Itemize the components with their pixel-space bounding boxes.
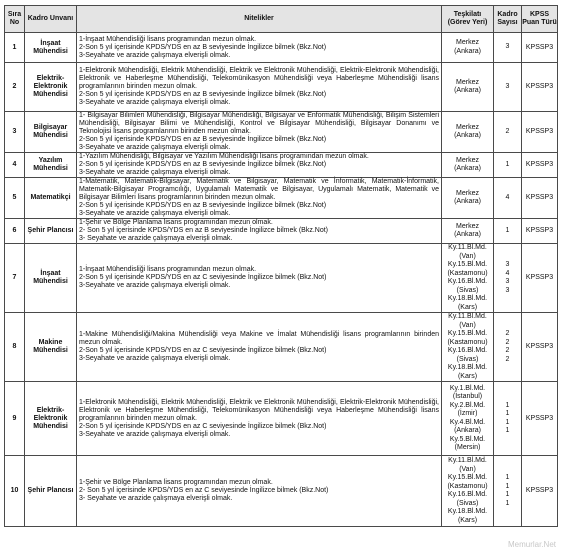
row-number: 8: [5, 313, 25, 382]
position-title: Elektrik-Elektronik Mühendisi: [25, 382, 77, 456]
count-value: 3: [505, 278, 510, 285]
count-cell: [494, 33, 522, 63]
table-row: [5, 382, 558, 456]
location-line: Ky.18.Bl.Md.: [447, 508, 488, 515]
qualification-line: 2- Son 5 yıl içerisinde KPDS/YDS en az B seviyesinde İngilizce bilmek (Bkz.Not): [79, 227, 328, 234]
location-line: Ky.15.Bl.Md.: [447, 330, 488, 337]
count-value: 1: [505, 160, 510, 168]
location-line: Merkez: [456, 189, 479, 197]
location-line: Ky.2.Bl.Md.: [449, 401, 486, 409]
qualification-line: 2-Son 5 yıl içerisinde KPDS/YDS en az B seviyesinde İngilizce bilmek (Bkz.Not): [79, 136, 327, 143]
table-row: [5, 244, 558, 313]
row-number: 6: [5, 219, 25, 244]
qualification-line: 3-Seyahate ve arazide çalışmaya elverişli olmak.: [79, 169, 231, 176]
location-line: Merkez: [456, 222, 479, 230]
table-row: [5, 33, 558, 63]
qualifications-cell: [77, 244, 442, 313]
count-cell: [494, 313, 522, 382]
kpss-type: KPSSP3: [522, 456, 558, 527]
count-cell: [494, 153, 522, 178]
count-cell: [494, 382, 522, 456]
location-cell: [442, 219, 494, 244]
qualification-line: 3- Seyahate ve arazide çalışmaya elverişli olmak.: [79, 495, 233, 502]
qualification-line: 2-Son 5 yıl içerisinde KPDS/YDS en az B seviyesinde İngilizce bilmek (Bkz.Not): [79, 91, 327, 98]
position-title: Matematikçi: [25, 178, 77, 219]
location-line: (Sivas): [456, 355, 479, 363]
qualification-line: 1-Matematik, Matematik-Bilgisayar, Matematik ve Bilgisayar, Matematik ve İnformatik, Matematik-İnformatik, Matematik-Bilgisayar Programcılığı, Uygulamalı Matematik ve Bilgisayar, Uygulamalı Matematik, Matematik ve Bilgisayar Bilimleri lisans programlarının birinden mezun olmak.: [79, 178, 439, 201]
qualifications-cell: [77, 313, 442, 382]
location-line: (Mersin): [454, 444, 481, 451]
qualification-line: 1-Elektronik Mühendisliği, Elektrik Mühendisliği, Elektrik ve Elektronik Mühendisliği, Elektrik-Elektronik Mühendisliği, Elektronik ve Haberleşme Mühendisliği, Telekomünikasyon Mühendisliği veya Haberleşme Mühendisliği lisans programlarının birinden mezun olmak.: [79, 67, 439, 90]
location-line: (Ankara): [454, 198, 481, 205]
location-line: (Ankara): [454, 427, 481, 434]
qualifications-cell: [77, 153, 442, 178]
location-line: (Kastamonu): [447, 482, 488, 490]
count-value: 2: [505, 330, 510, 337]
location-line: (Sivas): [456, 499, 479, 507]
location-line: Ky.11.Bl.Md.: [448, 313, 487, 320]
qualification-line: 3-Seyahate ve arazide çalışmaya elverişli olmak.: [79, 99, 231, 106]
location-line: Ky.15.Bl.Md.: [447, 261, 488, 268]
position-title: Şehir Plancısı: [25, 219, 77, 244]
position-title: Yazılım Mühendisi: [25, 153, 77, 178]
count-value: 1: [505, 401, 510, 409]
qualification-line: 1-Yazılım Mühendisliği, Bilgisayar ve Yazılım Mühendisliği lisans programından mezun olmak.: [79, 153, 369, 160]
kpss-type: KPSSP3: [522, 244, 558, 313]
kpss-type: KPSSP3: [522, 112, 558, 153]
position-title: İnşaat Mühendisi: [25, 33, 77, 63]
header-count: Kadro Sayısı: [494, 6, 522, 33]
count-value: 2: [505, 355, 510, 363]
count-value: 1: [505, 474, 510, 481]
count-value: 3: [505, 43, 510, 51]
position-title: Bilgisayar Mühendisi: [25, 112, 77, 153]
row-number: 7: [5, 244, 25, 313]
location-line: (İstanbul): [452, 393, 483, 400]
row-number: 3: [5, 112, 25, 153]
position-title: Makine Mühendisi: [25, 313, 77, 382]
count-value: 1: [505, 410, 510, 417]
count-value: 1: [505, 491, 510, 498]
row-number: 10: [5, 456, 25, 527]
kpss-type: KPSSP3: [522, 178, 558, 219]
qualifications-cell: [77, 382, 442, 456]
location-cell: [442, 33, 494, 63]
table-row: [5, 178, 558, 219]
location-line: Ky.5.Bl.Md.: [449, 435, 486, 443]
header-title: Kadro Unvanı: [25, 6, 77, 33]
kpss-type: KPSSP3: [522, 153, 558, 178]
row-number: 5: [5, 178, 25, 219]
table-row: [5, 112, 558, 153]
location-line: Merkez: [456, 156, 479, 164]
count-value: 1: [505, 499, 510, 507]
location-cell: [442, 382, 494, 456]
count-value: 1: [505, 418, 510, 426]
qualification-line: 1- Bilgisayar Bilimleri Mühendisliği, Bilgisayar Mühendisliği, Bilgisayar ve Enformatik Mühendisliği, Bilişim Sistemleri Mühendisliği, Bilgisayar Bilimi ve Mühendisliği, Kontrol ve Bilgisayar Mühendisliği, Bilgisayar Donanımı ve Teknolojisi lisans programlarının birinden mezun olmak.: [79, 112, 439, 135]
count-cell: [494, 219, 522, 244]
qualifications-cell: [77, 456, 442, 527]
job-positions-table: [4, 5, 558, 527]
location-line: (Ankara): [454, 165, 481, 172]
header-qualifications: Nitelikler: [77, 6, 442, 33]
count-value: 2: [505, 338, 510, 346]
kpss-type: KPSSP3: [522, 382, 558, 456]
table-row: [5, 313, 558, 382]
qualification-line: 1-Şehir ve Bölge Planlama lisans programından mezun olmak.: [79, 219, 273, 226]
count-cell: [494, 112, 522, 153]
location-cell: [442, 313, 494, 382]
location-line: Ky.11.Bl.Md.: [448, 244, 487, 251]
table-row: [5, 219, 558, 244]
location-line: Merkez: [456, 78, 479, 86]
header-row: [5, 6, 558, 33]
position-title: Elektrik-Elektronik Mühendisi: [25, 63, 77, 112]
table-row: [5, 456, 558, 527]
qualification-line: 2- Son 5 yıl içerisinde KPDS/YDS en az C seviyesinde İngilizce bilmek (Bkz.Not): [79, 487, 329, 494]
location-line: Ky.15.Bl.Md.: [447, 474, 488, 481]
location-line: Ky.16.Bl.Md.: [447, 347, 488, 354]
count-cell: [494, 456, 522, 527]
location-cell: [442, 178, 494, 219]
count-value: 4: [505, 269, 510, 277]
kpss-type: KPSSP3: [522, 313, 558, 382]
location-line: (İzmir): [457, 410, 478, 417]
count-value: 1: [505, 226, 510, 234]
location-line: (Kastamonu): [447, 338, 488, 346]
qualifications-cell: [77, 63, 442, 112]
location-line: (Ankara): [454, 87, 481, 94]
qualification-line: 3-Seyahate ve arazide çalışmaya elverişli olmak.: [79, 282, 231, 289]
count-value: 4: [505, 193, 510, 201]
location-line: Ky.4.Bl.Md.: [449, 418, 486, 426]
location-line: Ky.11.Bl.Md.: [448, 457, 487, 464]
qualification-line: 3- Seyahate ve arazide çalışmaya elverişli olmak.: [79, 235, 233, 242]
qualifications-cell: [77, 112, 442, 153]
table-row: [5, 63, 558, 112]
location-line: (Kars): [457, 372, 478, 380]
location-line: Merkez: [456, 39, 479, 46]
location-line: (Van): [459, 465, 476, 473]
kpss-type: KPSSP3: [522, 63, 558, 112]
header-kpss: KPSS Puan Türü: [522, 6, 558, 33]
row-number: 2: [5, 63, 25, 112]
location-line: (Kars): [457, 516, 478, 524]
count-value: 1: [505, 482, 510, 490]
location-line: (Van): [459, 252, 476, 260]
qualification-line: 1-Şehir ve Bölge Planlama lisans programından mezun olmak.: [79, 479, 273, 486]
qualification-line: 2-Son 5 yıl içerisinde KPDS/YDS en az C seviyesinde İngilizce bilmek (Bkz.Not): [79, 347, 327, 354]
count-cell: [494, 244, 522, 313]
qualification-line: 3-Seyahate ve arazide çalışmaya elverişli olmak.: [79, 144, 231, 151]
qualification-line: 2-Son 5 yıl içerisinde KPDS/YDS en az B seviyesinde İngilizce bilmek (Bkz.Not): [79, 161, 327, 168]
count-value: 1: [505, 427, 510, 434]
location-line: (Sivas): [456, 286, 479, 294]
qualification-line: 2-Son 5 yıl içerisinde KPDS/YDS en az C seviyesinde İngilizce bilmek (Bkz.Not): [79, 422, 327, 430]
location-line: Ky.1.Bl.Md.: [449, 384, 486, 392]
header-location: Teşkilatı (Görev Yeri): [442, 6, 494, 33]
location-line: (Ankara): [454, 132, 481, 139]
qualification-line: 1-Elektronik Mühendisliği, Elektrik Mühendisliği, Elektrik ve Elektronik Mühendisliği, Elektrik-Elektronik Mühendisliği, Elektronik ve Haberleşme Mühendisliği, Telekomünikasyon Mühendisliği veya Haberleşme Mühendisliği lisans programlarının birinden mezun olmak.: [79, 398, 439, 422]
count-cell: [494, 63, 522, 112]
qualification-line: 3-Seyahate ve arazide çalışmaya elverişli olmak.: [79, 430, 231, 438]
location-line: Ky.18.Bl.Md.: [447, 364, 488, 371]
qualifications-cell: [77, 178, 442, 219]
kpss-type: KPSSP3: [522, 33, 558, 63]
qualification-line: 1-İnşaat Mühendisliği lisans programından mezun olmak.: [79, 266, 257, 273]
location-cell: [442, 456, 494, 527]
qualification-line: 2-Son 5 yıl içerisinde KPDS/YDS en az C seviyesinde İngilizce bilmek (Bkz.Not): [79, 274, 327, 281]
row-number: 1: [5, 33, 25, 63]
kpss-type: KPSSP3: [522, 219, 558, 244]
row-number: 4: [5, 153, 25, 178]
count-value: 3: [505, 286, 510, 294]
qualifications-cell: [77, 33, 442, 63]
row-number: 9: [5, 382, 25, 456]
location-cell: [442, 153, 494, 178]
watermark: Memurlar.Net: [507, 540, 556, 549]
table-row: [5, 153, 558, 178]
position-title: Şehir Plancısı: [25, 456, 77, 527]
count-value: 2: [505, 127, 510, 135]
location-line: (Van): [459, 321, 476, 329]
location-line: (Ankara): [454, 47, 481, 55]
location-cell: [442, 112, 494, 153]
location-cell: [442, 63, 494, 112]
location-line: (Kars): [457, 303, 478, 311]
location-line: (Ankara): [454, 231, 481, 238]
qualification-line: 2-Son 5 yıl içerisinde KPDS/YDS en az B seviyesinde İngilizce bilmek (Bkz.Not): [79, 202, 327, 209]
qualification-line: 3-Seyahate ve arazide çalışmaya elverişli olmak.: [79, 355, 231, 362]
qualifications-cell: [77, 219, 442, 244]
location-line: Merkez: [456, 123, 479, 131]
qualification-line: 3-Seyahate ve arazide çalışmaya elverişli olmak.: [79, 210, 231, 217]
qualification-line: 2-Son 5 yıl içerisinde KPDS/YDS en az B seviyesinde İngilizce bilmek (Bkz.Not): [79, 43, 327, 51]
location-line: Ky.16.Bl.Md.: [447, 278, 488, 285]
header-no: Sıra No: [5, 6, 25, 33]
position-title: İnşaat Mühendisi: [25, 244, 77, 313]
qualification-line: 1-İnşaat Mühendisliği lisans programından mezun olmak.: [79, 35, 257, 43]
count-value: 3: [505, 261, 510, 268]
location-line: (Kastamonu): [447, 269, 488, 277]
count-value: 3: [505, 82, 510, 90]
qualification-line: 3-Seyahate ve arazide çalışmaya elverişli olmak.: [79, 51, 231, 59]
location-line: Ky.18.Bl.Md.: [447, 295, 488, 302]
location-line: Ky.16.Bl.Md.: [447, 491, 488, 498]
location-cell: [442, 244, 494, 313]
qualification-line: 1-Makine Mühendisliği/Makina Mühendisliği veya Makine ve İmalat Mühendisliği lisans programlarının birinden mezun olmak.: [79, 331, 439, 346]
count-cell: [494, 178, 522, 219]
count-value: 2: [505, 347, 510, 354]
